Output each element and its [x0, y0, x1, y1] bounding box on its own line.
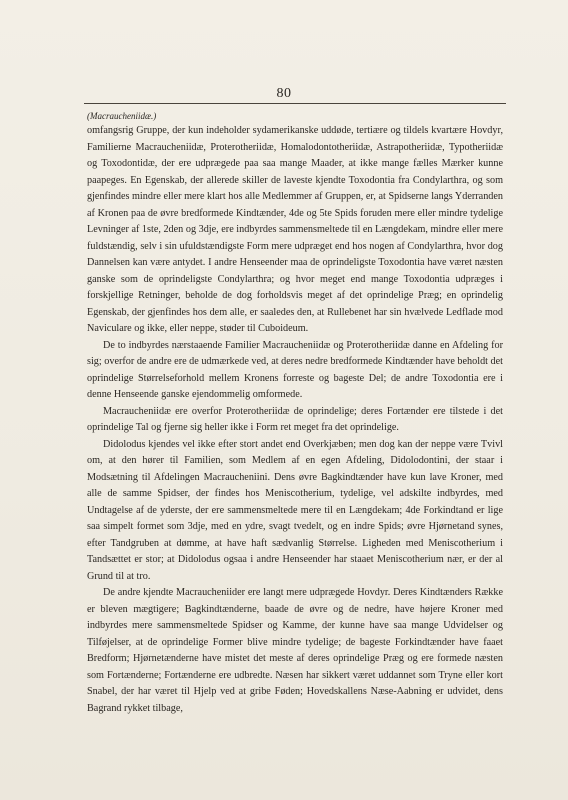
section-tag: (Macraucheniidæ.)	[87, 111, 157, 121]
body-text	[87, 110, 503, 717]
paragraph: De andre kjendte Macraucheniider ere langt mere udprægede Hovdyr. Deres Kindtænders Række er bleven mægtigere; Bagkindtænderne, baade de øvre og de nedre, have højere Kroner med indbyrdes mere sammensmeltede Spidser og Kamme, der kunne have saa mange Udvidelser og Tilføjelser, at de oprindelige Former blive mindre tydelige; de bageste Forkindtænder have faaet Bredform; Hjørnetænderne have mistet det meste af deres oprindelige Præg og ere formede næsten som Fortænderne; Fortænderne ere udbredte. Næsen har sikkert været uddannet som Tryne eller kort Snabel, der har været til Hjelp ved at gribe Føden; Hovedskallens Næse-Aabning er udvidet, dens Bagrand rykket tilbage,	[87, 587, 503, 714]
header-rule	[84, 103, 506, 104]
paragraph: Macraucheniidæ ere overfor Proterotheriidæ de oprindelige; deres Fortænder ere tilstede i det oprindelige Tal og fjerne sig heller ikke i Form ret meget fra det oprindelige.	[87, 405, 503, 433]
paragraph: Didolodus kjendes vel ikke efter stort andet end Overkjæben; men dog kan der neppe være Tvivl om, at den hører til Familien, som Medlem af en egen Afdeling, Didolodontini, der staar i Modsætning til Afdelingen Macraucheniini. Dens øvre Bagkindtænder have kun lave Kroner, med alle de samme Spidser, der findes hos Meniscotherium, tydelige, vel adskilte indbyrdes, med Undtagelse af de yderste, der ere sammensmeltede mere til en Længdekam; 4de Forkindtand er lige saa simpelt formet som 3dje, med en ydre, svagt tvedelt, og en indre Spids; øvre Hjørnetand synes, efter Tandgruben at dømme, at have haft sædvanlig Størrelse. Ligheden med Meniscotherium i Tandsættet er stor; at Didolodus ogsaa i andre Henseender har staaet Meniscotherium nær, er der al Grund til at tro.	[87, 438, 503, 582]
paragraph: omfangsrig Gruppe, der kun indeholder sydamerikanske uddøde, tertiære og tildels kvartære Hovdyr, Familierne Macraucheniidæ, Proterotheriidæ, Homalodontotheriidæ, Astrapotheriidæ, Typotheriidæ og Toxodontidæ, der ere udprægede paa saa mange Maader, at ikke mange fælles Mærker kunne paapeges. En Egenskab, der allerede skiller de laveste kjendte Toxodontia fra Condylarthra, og som gjenfindes mindre eller mere klart hos alle Medlemmer af Gruppen, er, at Spidserne langs Yderranden af Kronen paa de øvre bredformede Kindtænder, 4de og 5te Spids foruden mere eller mindre tydelige Levninger af 1ste, 2den og 3dje, ere indbyrdes sammensmeltede til en Længdekam, mindre eller mere fuldstændig, selv i sin ufuldstændigste Form mere udpræget end hos nogen af Condylarthra, hvor dog Dannelsen kan være antydet. I andre Henseender maa de oprindeligste Toxodontia have været næsten ganske som de oprindeligste Condylarthra; og hvor meget end mange Toxodontia udpræges i forskjellige Retninger, beholde de dog forholdsvis meget af det oprindelige Præg; en oprindelig Egenskab, der gjenfindes hos dem alle, er saaledes den, at Rullebenet har sin hvælvede Ledflade mod Naviculare og ikke, eller neppe, støder til Cuboideum.	[87, 125, 503, 334]
page-number: 80	[276, 86, 292, 101]
paragraph: De to indbyrdes nærstaaende Familier Macraucheniidæ og Proterotheriidæ danne en Afdeling for sig; overfor de andre ere de udmærkede ved, at deres nedre bredformede Kindtænder have beholdt det oprindelige Størrelseforhold mellem Kronens forreste og bageste Del; de andre Toxodontia ere i denne Henseende ganske ejendommelig omformede.	[87, 339, 503, 400]
